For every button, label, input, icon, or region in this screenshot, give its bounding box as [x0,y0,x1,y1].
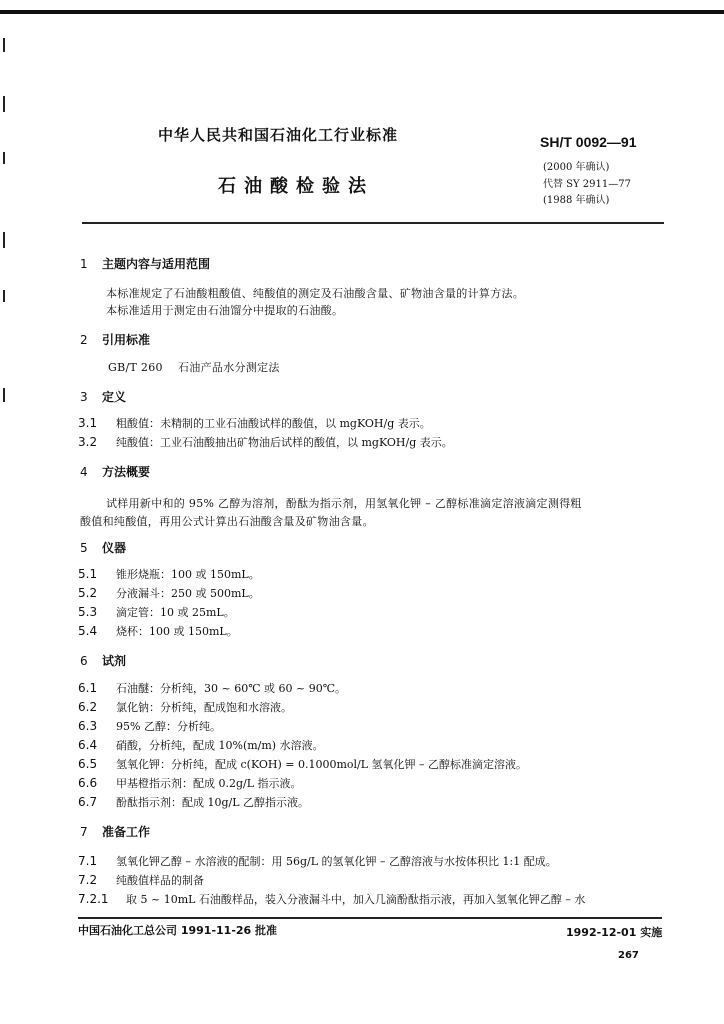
scan-edge-mark [3,96,5,112]
scan-edge-mark [3,290,5,302]
confirm-note-2: (1988 年确认) [543,195,610,206]
reagent-item: 6.6 甲基橙指示剂：配成 0.2g/L 指示液。 [78,776,302,790]
definition-item: 3.2 纯酸值：工业石油酸抽出矿物油后试样的酸值，以 mgKOH/g 表示。 [78,435,453,449]
apparatus-item: 5.4 烧杯：100 或 150mL。 [78,624,238,638]
preparation-item: 7.2 纯酸值样品的制备 [78,873,204,887]
definition-item: 3.1 粗酸值：未精制的工业石油酸试样的酸值，以 mgKOH/g 表示。 [78,416,431,430]
approval-line: 中国石油化工总公司 1991-11-26 批准 [78,924,278,937]
reagent-item: 6.5 氢氧化钾：分析纯，配成 c(KOH) = 0.1000mol/L 氢氧化钾 – 乙醇标准滴定溶液。 [78,757,528,771]
scan-edge-mark [3,152,5,164]
header-divider [82,222,664,224]
reagent-item: 6.4 硝酸，分析纯，配成 10%(m/m) 水溶液。 [78,738,324,752]
top-border-line [0,10,724,14]
apparatus-item: 5.2 分液漏斗：250 或 500mL。 [78,586,260,600]
standard-code: SH/T 0092—91 [540,134,637,150]
reagent-item: 6.1 石油醚：分析纯，30 ~ 60℃ 或 60 ~ 90℃。 [78,681,347,695]
section-heading: 4 方法概要 [80,465,151,479]
section-heading: 1 主题内容与适用范围 [80,257,211,271]
scan-edge-mark [3,232,5,248]
paragraph: 本标准规定了石油酸粗酸值、纯酸值的测定及石油酸含量、矿物油含量的计算方法。 [106,287,525,300]
reagent-item: 6.2 氯化钠：分析纯，配成饱和水溶液。 [78,700,292,714]
reagent-item: 6.7 酚酞指示剂：配成 10g/L 乙醇指示液。 [78,795,310,809]
apparatus-item: 5.3 滴定管：10 或 25mL。 [78,605,235,619]
confirm-note: (2000 年确认) [543,162,610,173]
effective-date: 1992-12-01 实施 [566,926,663,939]
section-heading: 3 定义 [80,390,127,404]
scan-edge-mark [3,388,5,402]
preparation-item: 7.1 氢氧化钾乙醇 – 水溶液的配制：用 56g/L 的氢氧化钾 – 乙醇溶液与水按体积比 1:1 配成。 [78,854,557,868]
section-heading: 7 准备工作 [80,825,151,839]
paragraph: 试样用新中和的 95% 乙醇为溶剂，酚酞为指示剂，用氢氧化钾 – 乙醇标准滴定溶液滴定测得粗 [106,497,582,510]
paragraph: 本标准适用于测定由石油馏分中提取的石油酸。 [106,304,344,317]
preparation-item: 7.2.1 取 5 ~ 10mL 石油酸样品，装入分液漏斗中，加入几滴酚酞指示液，再加入氢氧化钾乙醇 – 水 [78,892,586,906]
reagent-item: 6.3 95% 乙醇：分析纯。 [78,719,221,733]
paragraph: 酸值和纯酸值，再用公式计算出石油酸含量及矿物油含量。 [80,515,374,528]
footer-divider [78,917,662,919]
section-heading: 5 仪器 [80,541,127,555]
apparatus-item: 5.1 锥形烧瓶：100 或 150mL。 [78,567,260,581]
section-heading: 6 试剂 [80,654,127,668]
standard-category-title: 中华人民共和国石油化工行业标准 [158,126,399,144]
scan-edge-mark [3,38,5,52]
reference-standard: GB/T 260 石油产品水分测定法 [108,361,280,374]
section-heading: 2 引用标准 [80,333,151,347]
replace-note: 代替 SY 2911—77 [543,179,631,190]
page-number: 267 [618,950,639,961]
document-title: 石油酸检验法 [218,176,374,197]
